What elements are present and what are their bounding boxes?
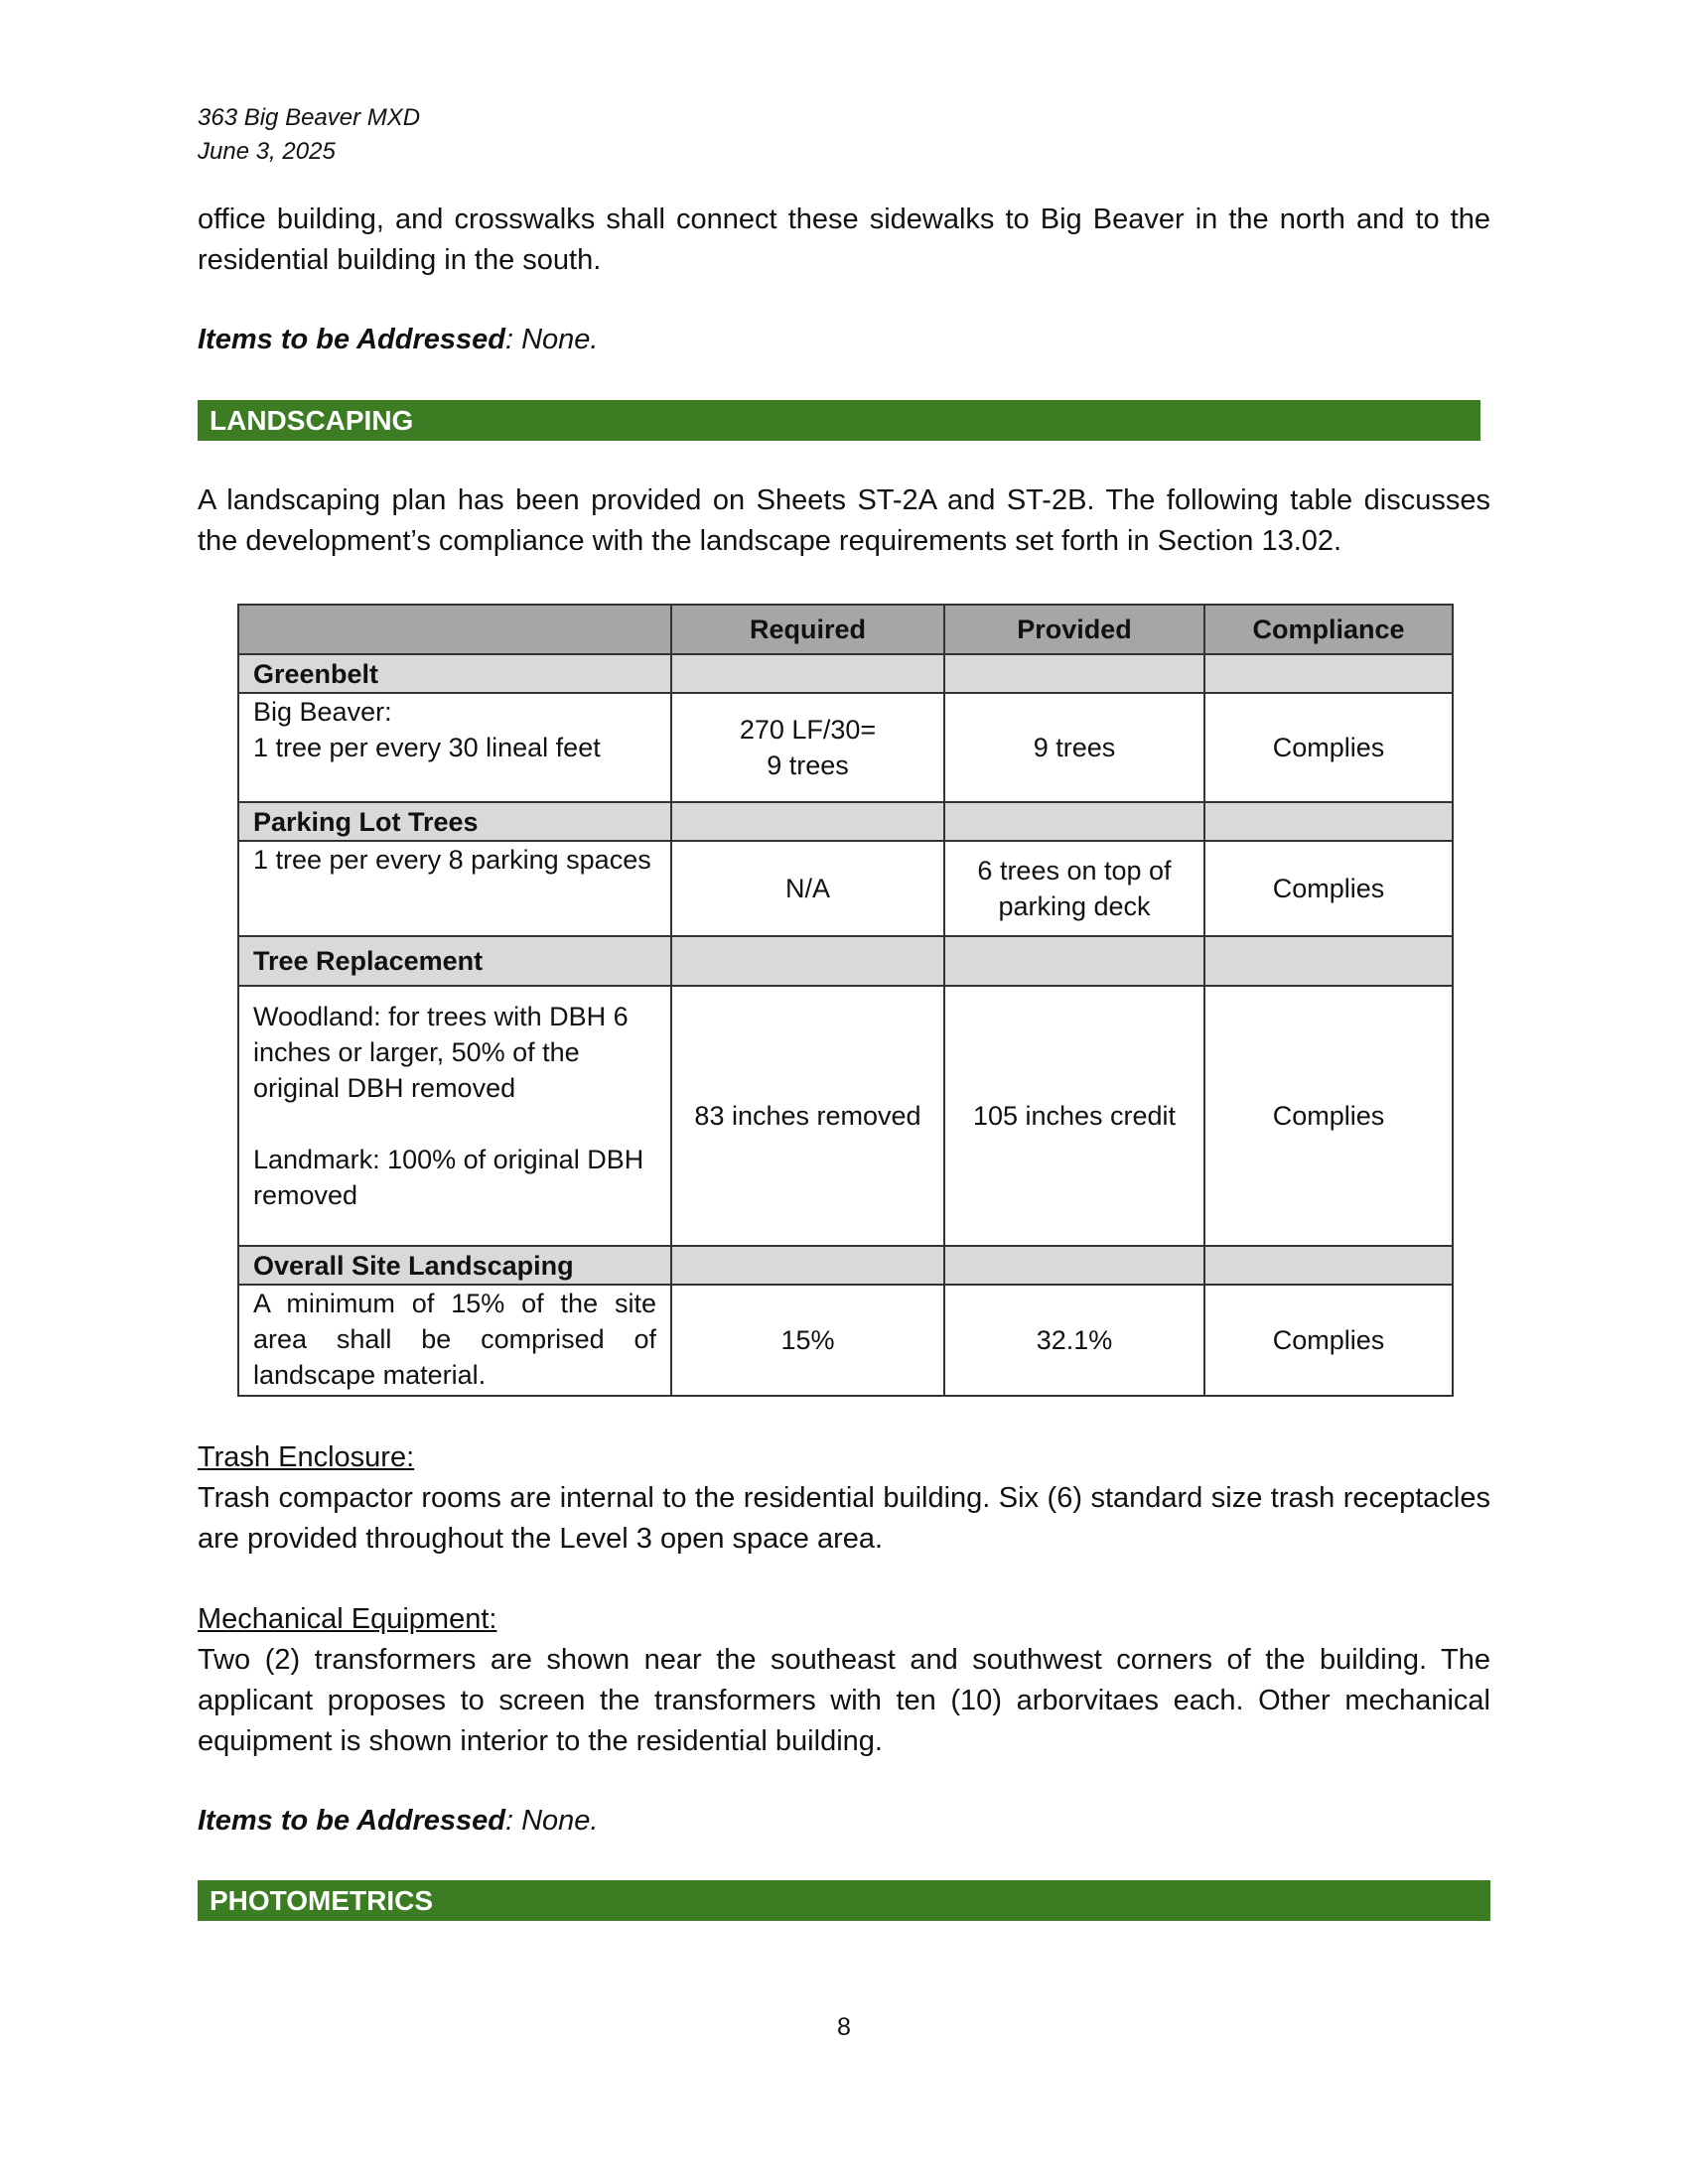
items-value: : None. (504, 1805, 599, 1837)
compliance-cell: Complies (1204, 841, 1453, 936)
category-label: Parking Lot Trees (238, 802, 671, 841)
page-header (198, 101, 420, 169)
required-line: 270 LF/30= (739, 715, 877, 745)
requirement-line: Landmark: 100% of original DBH (253, 1145, 644, 1174)
table-row-overall-site-landscaping (238, 1285, 1453, 1396)
requirement-cell (238, 986, 671, 1246)
requirement-line: original DBH removed (253, 1073, 516, 1103)
table-row-tree-replacement (238, 986, 1453, 1246)
header-cell-provided: Provided (944, 605, 1204, 654)
compliance-cell: Complies (1204, 693, 1453, 802)
mechanical-equipment-paragraph: Two (2) transformers are shown near the southeast and southwest corners of the building. The applicant proposes to screen the transformers with ten (10) arborvitaes each. Other mechanical equipment is shown interior to the residential building. (198, 1644, 1490, 1757)
items-label: Items to be Addressed (198, 1805, 505, 1837)
requirement-line: removed (253, 1180, 358, 1210)
trash-enclosure-paragraph: Trash compactor rooms are internal to the residential building. Six (6) standard size trash receptacles are provided throughout the Level 3 open space area. (198, 1482, 1490, 1555)
table-header-row (238, 605, 1453, 654)
requirement-line: inches or larger, 50% of the (253, 1037, 580, 1067)
required-cell (671, 693, 944, 802)
requirement-cell (238, 1285, 671, 1396)
category-label: Greenbelt (238, 654, 671, 693)
provided-cell: 105 inches credit (944, 986, 1204, 1246)
intro-paragraph: office building, and crosswalks shall connect these sidewalks to Big Beaver in the north and to the residential building in the south. (198, 204, 1490, 276)
header-project-name: 363 Big Beaver MXD (198, 104, 421, 131)
section-heading-landscaping: LANDSCAPING (198, 400, 1480, 441)
provided-line: parking deck (998, 891, 1151, 921)
header-cell-compliance: Compliance (1204, 605, 1453, 654)
provided-line: 6 trees on top of (977, 856, 1172, 886)
requirement-line: area shall be comprised of (253, 1324, 656, 1354)
provided-cell (944, 841, 1204, 936)
landscaping-paragraph: A landscaping plan has been provided on Sheets ST-2A and ST-2B. The following table discusses the development’s compliance with the landscape requirements set forth in Section 13.02. (198, 484, 1490, 557)
required-cell: N/A (671, 841, 944, 936)
requirement-line: Big Beaver: (253, 697, 392, 727)
header-date: June 3, 2025 (198, 138, 336, 165)
section-heading-photometrics: PHOTOMETRICS (198, 1880, 1490, 1921)
requirement-cell: 1 tree per every 8 parking spaces (238, 841, 671, 936)
required-cell: 83 inches removed (671, 986, 944, 1246)
items-value: : None. (504, 324, 599, 355)
category-row-overall-site-landscaping (238, 1246, 1453, 1285)
compliance-cell: Complies (1204, 1285, 1453, 1396)
category-row-greenbelt (238, 654, 1453, 693)
required-cell: 15% (671, 1285, 944, 1396)
mechanical-equipment-heading: Mechanical Equipment: (198, 1603, 497, 1635)
items-label: Items to be Addressed (198, 324, 505, 355)
required-line: 9 trees (767, 751, 849, 780)
table-row-parking-lot-trees (238, 841, 1453, 936)
header-cell-required: Required (671, 605, 944, 654)
requirement-cell (238, 693, 671, 802)
landscape-requirements-table (237, 604, 1454, 1397)
page-number: 8 (837, 2013, 851, 2041)
category-row-tree-replacement (238, 936, 1453, 986)
items-to-be-addressed-2 (198, 1801, 598, 1842)
provided-cell: 32.1% (944, 1285, 1204, 1396)
requirement-line: Woodland: for trees with DBH 6 (253, 1002, 629, 1031)
trash-enclosure-heading: Trash Enclosure: (198, 1441, 415, 1473)
table-row-greenbelt (238, 693, 1453, 802)
requirement-line: 1 tree per every 30 lineal feet (253, 733, 601, 762)
category-row-parking-lot-trees (238, 802, 1453, 841)
provided-cell: 9 trees (944, 693, 1204, 802)
compliance-cell: Complies (1204, 986, 1453, 1246)
header-cell-blank (238, 605, 671, 654)
category-label: Overall Site Landscaping (238, 1246, 671, 1285)
items-to-be-addressed-1 (198, 320, 598, 360)
requirement-line: A minimum of 15% of the site (253, 1289, 656, 1318)
category-label: Tree Replacement (238, 936, 671, 986)
requirement-line: landscape material. (253, 1360, 487, 1390)
